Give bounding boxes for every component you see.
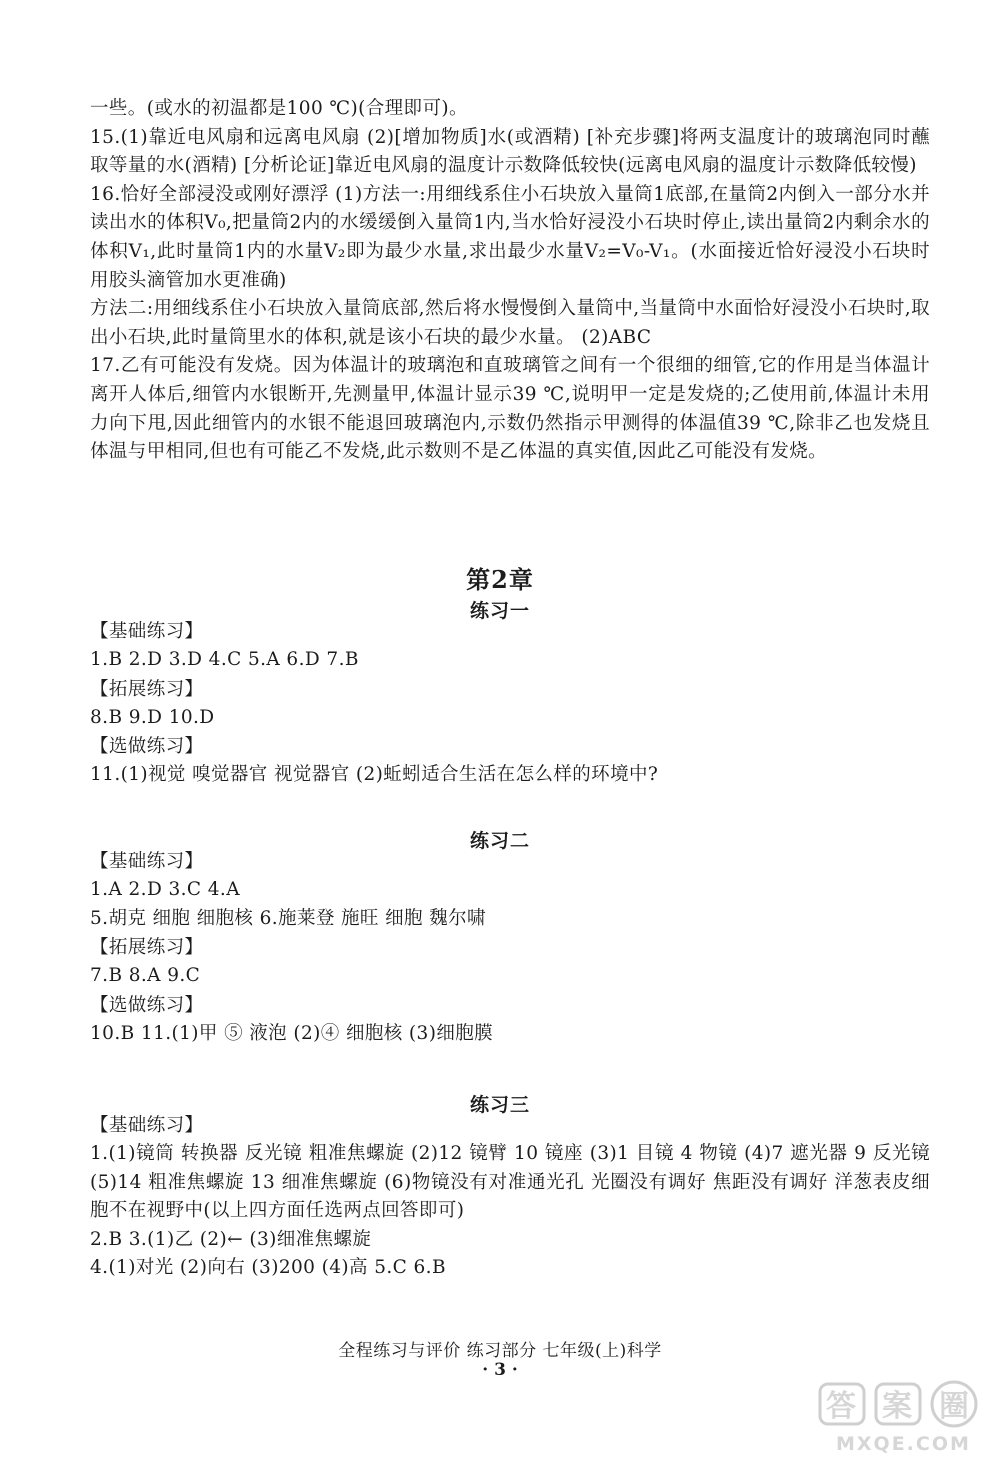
- watermark-logo: [812, 1378, 988, 1456]
- ex2-basic-answers-1: 1.A 2.D 3.C 4.A: [90, 879, 240, 900]
- ex1-optional-heading: 【选做练习】: [90, 736, 204, 758]
- svg-text:案: 案: [882, 1389, 912, 1424]
- ex2-optional-heading: 【选做练习】: [90, 994, 204, 1016]
- svg-text:答: 答: [826, 1389, 856, 1424]
- svg-text:圈: 圈: [939, 1389, 969, 1424]
- ex3-basic-heading: 【基础练习】: [90, 1115, 204, 1136]
- prev-answers: [90, 95, 930, 467]
- ex1-basic-heading: 【基础练习】: [90, 621, 204, 642]
- svg-text:MXQE.COM: MXQE.COM: [836, 1433, 971, 1455]
- answer-15: 15.(1)靠近电风扇和远离电风扇 (2)[增加物质]水(或酒精) [补充步骤]将两支温度计的玻璃泡同时蘸取等量的水(酒精) [分析论证]靠近电风扇的温度计示数降低较快(远离电风扇的温度计示数降低较慢): [90, 126, 930, 177]
- answer-16: 16.恰好全部浸没或刚好漂浮 (1)方法一:用细线系住小石块放入量筒1底部,在量筒2内倒入一部分水并读出水的体积V₀,把量筒2内的水缓缓倒入量筒1内,当水恰好浸没小石块时停止,读出量筒2内剩余水的体积V₁,此时量筒1内的水量V₂即为最少水量,求出最少水量V₂=V₀-V₁。(水面接近恰好浸没小石块时用胶头滴管加水更准确): [90, 183, 930, 291]
- exercise-2: [90, 847, 930, 1048]
- exercise-1: [90, 617, 930, 790]
- answer-16-method-2: 方法二:用细线系住小石块放入量筒底部,然后将水慢慢倒入量筒中,当量筒中水面恰好浸没小石块时,取出小石块,此时量筒里水的体积,就是该小石块的最少水量。 (2)ABC: [90, 298, 930, 348]
- ex1-basic-answers: 1.B 2.D 3.D 4.C 5.A 6.D 7.B: [90, 649, 359, 670]
- page-footer: 全程练习与评价 练习部分 七年级(上)科学: [338, 1341, 662, 1361]
- ex2-basic-answers-2: 5.胡克 细胞 细胞核 6.施莱登 施旺 细胞 魏尔啸: [90, 907, 486, 929]
- ex2-optional-answers: 10.B 11.(1)甲 ⑤ 液泡 (2)④ 细胞核 (3)细胞膜: [90, 1022, 494, 1044]
- chapter-title: 第2章: [466, 565, 534, 594]
- ex1-extension-answers: 8.B 9.D 10.D: [90, 706, 215, 728]
- ex3-answers-4-6: 4.(1)对光 (2)向右 (3)200 (4)高 5.C 6.B: [90, 1257, 446, 1279]
- answer-14-tail: 一些。(或水的初温都是100 ℃)(合理即可)。: [90, 98, 468, 119]
- ex2-basic-heading: 【基础练习】: [90, 851, 204, 872]
- ex1-extension-heading: 【拓展练习】: [90, 678, 204, 700]
- page-number: · 3 ·: [482, 1360, 518, 1380]
- ex3-answer-1: 1.(1)镜筒 转换器 反光镜 粗准焦螺旋 (2)12 镜臂 10 镜座 (3)1 目镜 4 物镜 (4)7 遮光器 9 反光镜 (5)14 粗准焦螺旋 13 细准焦螺旋 (6)物镜没有对准通光孔 光圈没有调好 焦距没有调好 洋葱表皮细胞不在视野中(以上四方面任选两点回答即可): [90, 1143, 930, 1222]
- answer-17: 17.乙有可能没有发烧。因为体温计的玻璃泡和直玻璃管之间有一个很细的细管,它的作用是当体温计离开人体后,细管内水银断开,先测量甲,体温计显示39 ℃,说明甲一定是发烧的;乙使用前,体温计未用力向下甩,因此细管内的水银不能退回玻璃泡内,示数仍然指示甲测得的体温值39 ℃,除非乙也发烧且体温与甲相同,但也有可能乙不发烧,此示数则不是乙体温的真实值,因此乙可能没有发烧。: [90, 355, 930, 463]
- exercise-3-title: 练习三: [469, 1094, 530, 1116]
- watermark-logo-icon: [812, 1378, 988, 1456]
- exercise-2-title: 练习二: [469, 830, 530, 852]
- ex3-answers-2-3: 2.B 3.(1)乙 (2)← (3)细准焦螺旋: [90, 1228, 372, 1250]
- exercise-1-title: 练习一: [469, 600, 530, 622]
- exercise-3: [90, 1111, 930, 1283]
- ex2-extension-answers: 7.B 8.A 9.C: [90, 965, 201, 987]
- ex1-optional-answers: 11.(1)视觉 嗅觉器官 视觉器官 (2)蚯蚓适合生活在怎么样的环境中?: [90, 764, 659, 786]
- ex2-extension-heading: 【拓展练习】: [90, 937, 204, 959]
